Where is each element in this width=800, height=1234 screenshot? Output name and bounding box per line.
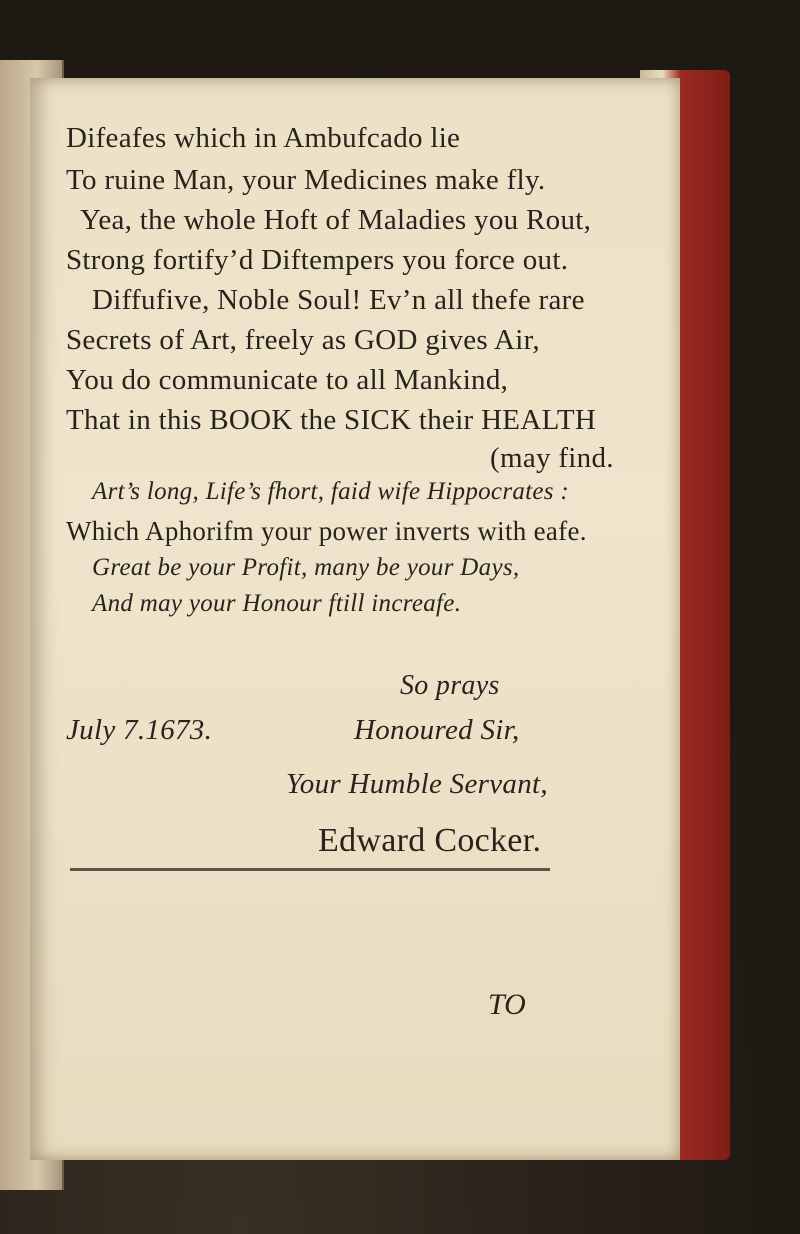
poem-line-12: Great be your Profit, many be your Days,	[92, 554, 520, 581]
so-prays: So prays	[400, 670, 500, 701]
poem-line-10: Art’s long, Life’s fhort, faid wife Hippocrates :	[92, 478, 569, 505]
poem-line-7: You do communicate to all Mankind,	[66, 364, 509, 396]
poem-line-3: Yea, the whole Hoft of Maladies you Rout,	[80, 204, 592, 236]
ornamental-rule	[70, 868, 550, 871]
poem-line-11: Which Aphorifm your power inverts with eafe.	[66, 516, 587, 546]
date: July 7.1673.	[66, 714, 213, 746]
poem-line-4: Strong fortify’d Diftempers you force out.	[66, 244, 569, 276]
poem-line-8: That in this BOOK the SICK their HEALTH	[66, 404, 597, 436]
signature: Edward Cocker.	[318, 822, 542, 859]
salutation: Honoured Sir,	[354, 714, 520, 746]
poem-line-2: To ruine Man, your Medicines make fly.	[66, 164, 546, 196]
servant-line: Your Humble Servant,	[286, 768, 548, 800]
poem-line-5: Diffufive, Noble Soul! Ev’n all thefe rare	[92, 284, 585, 316]
catchword: TO	[488, 988, 526, 1021]
poem-line-1: Difeafes which in Ambufcado lie	[66, 122, 461, 154]
poem-line-13: And may your Honour ftill increafe.	[92, 590, 462, 617]
poem-line-6: Secrets of Art, freely as GOD gives Air,	[66, 324, 540, 356]
book-page	[30, 78, 680, 1160]
poem-line-9: (may find.	[490, 442, 614, 474]
